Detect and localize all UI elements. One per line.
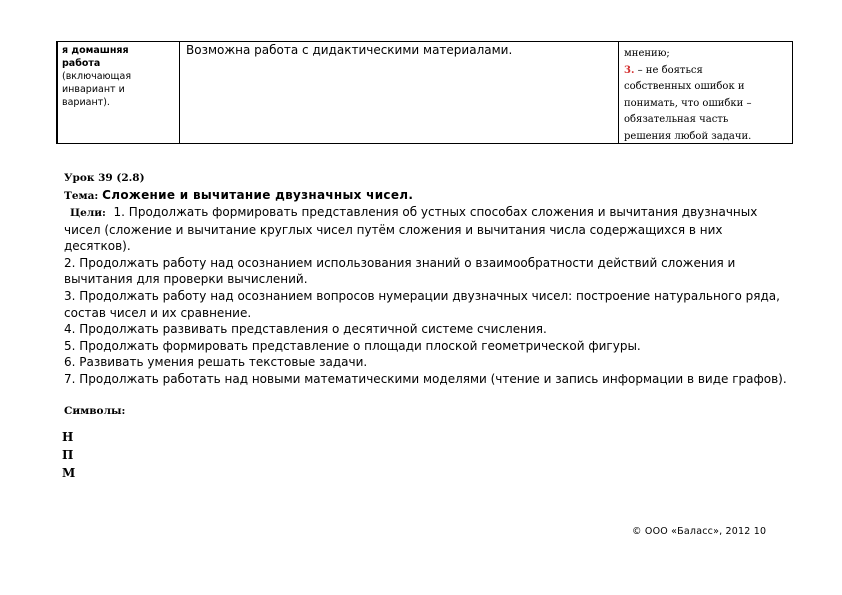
topic-line <box>64 187 413 204</box>
topic-label: Тема: <box>64 190 99 202</box>
goals-block <box>64 204 788 388</box>
lesson-title: Урок 39 (2.8) <box>64 172 145 184</box>
table-cell-homework-text <box>180 42 619 143</box>
symbols-label: Символы: <box>64 405 126 417</box>
goal-item-7: 7. Продолжать работать над новыми математическими моделями (чтение и запись информации в виде графов). <box>64 371 787 386</box>
table-cell-notes <box>619 42 793 143</box>
notes-line4: понимать, что ошибки – <box>624 97 752 109</box>
goal-item-4: 4. Продолжать развивать представления о десятичной системе счисления. <box>64 322 547 337</box>
homework-note-line2: инвариант и <box>62 84 125 95</box>
goals-label: Цели: <box>70 207 106 219</box>
symbols-list <box>62 430 75 484</box>
homework-text: Возможна работа с дидактическими материалами. <box>186 43 513 57</box>
notes-line3: собственных ошибок и <box>624 81 745 92</box>
notes-line2 <box>624 63 787 80</box>
table-cell-homework-label <box>56 42 180 143</box>
notes-line2-text: – не бояться <box>634 64 703 76</box>
symbol-letter: Н <box>62 430 74 444</box>
footer-copyright: © ООО «Баласс», 2012 10 <box>632 526 767 537</box>
homework-note-line3: вариант). <box>62 97 110 108</box>
symbol-letter: М <box>62 466 76 480</box>
topic-text: Сложение и вычитание двузначных чисел. <box>102 188 414 202</box>
notes-number: 3. <box>624 64 635 76</box>
notes-line1: мнению; <box>624 48 670 59</box>
homework-note-line1: (включающая <box>62 71 132 82</box>
info-table <box>56 41 793 144</box>
notes-line5: обязательная часть <box>624 114 729 125</box>
goal-item-2: 2. Продолжать работу над осознанием использования знаний о взаимообратности действий сложения и вычитания для проверки вычислений. <box>64 255 736 287</box>
goal-item-6: 6. Развивать умения решать текстовые задачи. <box>64 355 368 370</box>
goal-item-1 <box>64 204 788 255</box>
goal-item-3: 3. Продолжать работу над осознанием вопросов нумерации двузначных чисел: построение натурального ряда, состав чисел и их сравнение. <box>64 288 780 320</box>
goal-item-1-text: 1. Продолжать формировать представления об устных способах сложения и вычитания двузначных чисел (сложение и вычитание круглых чисел путём сложения и вычитания числа содержащихся в них десятков). <box>64 205 758 254</box>
notes-line6: решения любой задачи. <box>624 130 752 142</box>
symbol-letter: П <box>62 448 74 462</box>
goal-item-5: 5. Продолжать формировать представление о площади плоской геометрической фигуры. <box>64 338 641 353</box>
homework-label-line2: работа <box>62 58 101 69</box>
homework-label-line1: я домашняя <box>62 45 129 56</box>
